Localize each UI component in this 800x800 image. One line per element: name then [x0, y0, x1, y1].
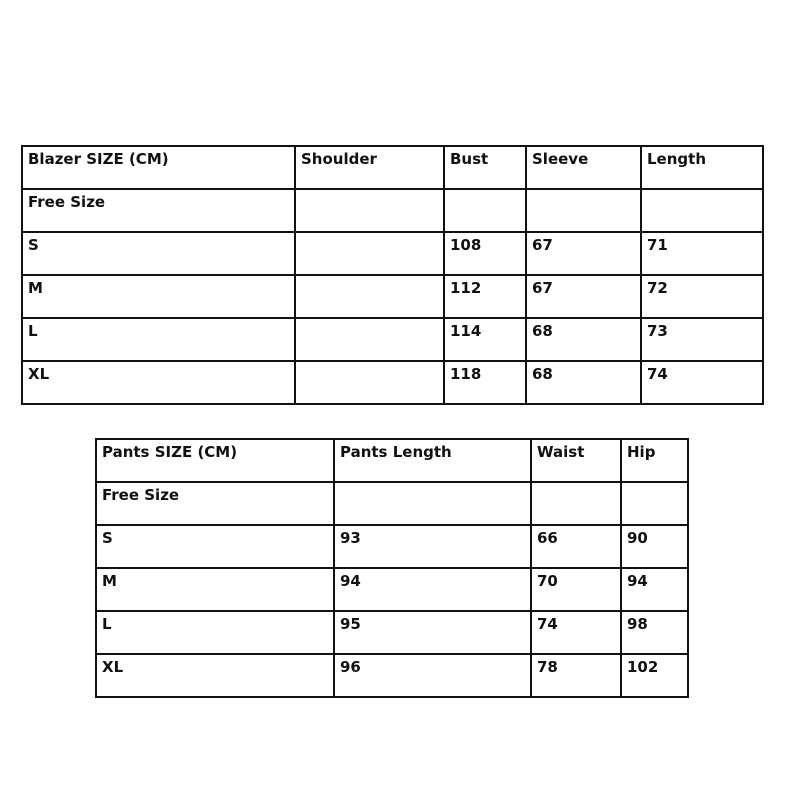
table-row: [96, 482, 688, 525]
header-cell: Pants SIZE (CM): [96, 439, 334, 482]
value-cell: 94: [334, 568, 531, 611]
value-cell: 70: [531, 568, 621, 611]
value-cell: 72: [641, 275, 763, 318]
value-cell: 112: [444, 275, 526, 318]
blazer-size-table: [21, 145, 764, 405]
size-cell: XL: [22, 361, 295, 404]
header-cell: Sleeve: [526, 146, 641, 189]
header-cell: Blazer SIZE (CM): [22, 146, 295, 189]
table-header-row: [96, 439, 688, 482]
table-row: [96, 525, 688, 568]
value-cell: 96: [334, 654, 531, 697]
size-cell: S: [96, 525, 334, 568]
header-cell: Hip: [621, 439, 688, 482]
value-cell: 68: [526, 318, 641, 361]
size-cell: Free Size: [22, 189, 295, 232]
value-cell: 78: [531, 654, 621, 697]
value-cell: 66: [531, 525, 621, 568]
value-cell: 67: [526, 232, 641, 275]
value-cell: 71: [641, 232, 763, 275]
table-header-row: [22, 146, 763, 189]
table-row: [22, 232, 763, 275]
value-cell: [334, 482, 531, 525]
value-cell: 68: [526, 361, 641, 404]
value-cell: [295, 232, 444, 275]
value-cell: [295, 361, 444, 404]
value-cell: [641, 189, 763, 232]
table-row: [22, 189, 763, 232]
value-cell: 102: [621, 654, 688, 697]
value-cell: 93: [334, 525, 531, 568]
header-cell: Length: [641, 146, 763, 189]
header-cell: Waist: [531, 439, 621, 482]
size-cell: M: [96, 568, 334, 611]
value-cell: 98: [621, 611, 688, 654]
value-cell: [295, 189, 444, 232]
table-row: [22, 275, 763, 318]
value-cell: 67: [526, 275, 641, 318]
size-cell: L: [22, 318, 295, 361]
value-cell: 114: [444, 318, 526, 361]
value-cell: 94: [621, 568, 688, 611]
size-cell: Free Size: [96, 482, 334, 525]
size-cell: S: [22, 232, 295, 275]
table-row: [22, 318, 763, 361]
value-cell: 74: [641, 361, 763, 404]
value-cell: 118: [444, 361, 526, 404]
size-cell: XL: [96, 654, 334, 697]
value-cell: 90: [621, 525, 688, 568]
value-cell: 108: [444, 232, 526, 275]
value-cell: [621, 482, 688, 525]
size-cell: L: [96, 611, 334, 654]
header-cell: Pants Length: [334, 439, 531, 482]
header-cell: Bust: [444, 146, 526, 189]
value-cell: [526, 189, 641, 232]
value-cell: 73: [641, 318, 763, 361]
value-cell: [531, 482, 621, 525]
value-cell: [295, 275, 444, 318]
value-cell: [295, 318, 444, 361]
table-row: [96, 654, 688, 697]
header-cell: Shoulder: [295, 146, 444, 189]
table-row: [96, 611, 688, 654]
value-cell: [444, 189, 526, 232]
value-cell: 74: [531, 611, 621, 654]
pants-size-table: [95, 438, 689, 698]
size-cell: M: [22, 275, 295, 318]
table-row: [96, 568, 688, 611]
value-cell: 95: [334, 611, 531, 654]
table-row: [22, 361, 763, 404]
